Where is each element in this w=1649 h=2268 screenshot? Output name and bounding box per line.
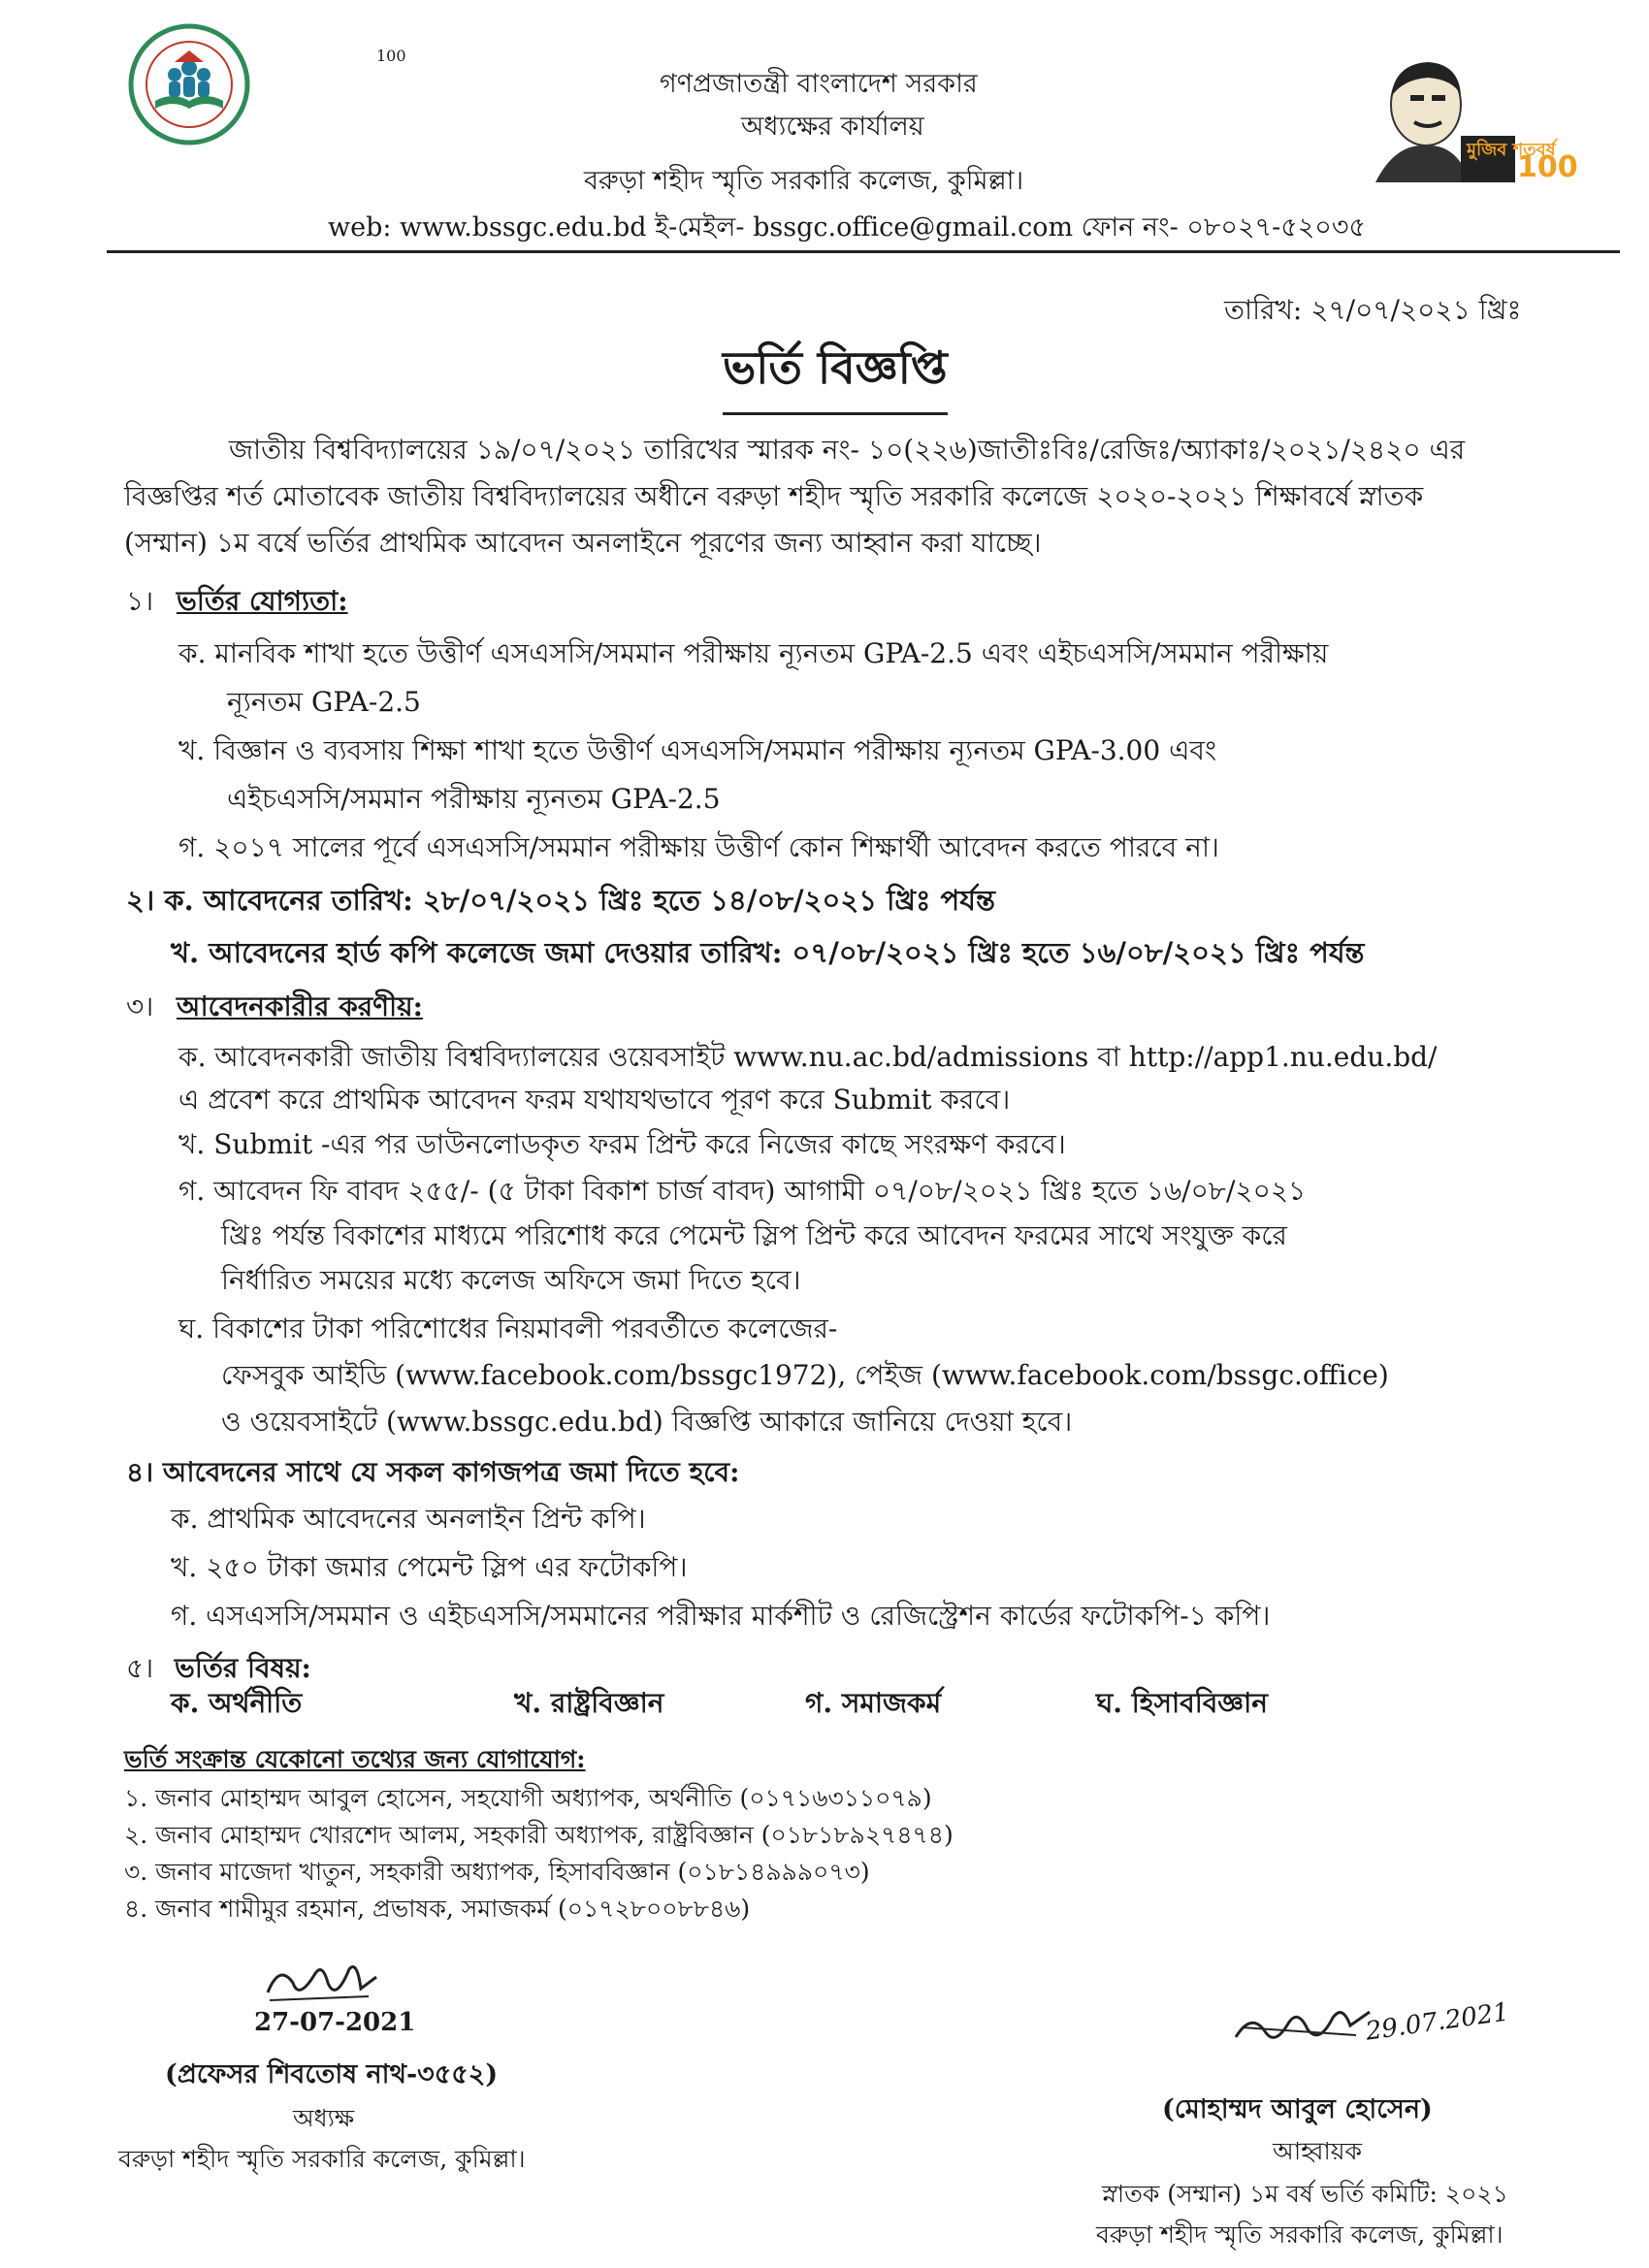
section3-item-ga-3: নির্ধারিত সময়ের মধ্যে কলেজ অফিসে জমা দিতে হবে।: [221, 1264, 801, 1296]
section3-item-gha-3: ও ওয়েবসাইটে (www.bssgc.edu.bd) বিজ্ঞপ্তি আকারে জানিয়ে দেওয়া হবে।: [221, 1406, 1073, 1438]
convener-designation: আহ্বায়ক: [1273, 2137, 1362, 2165]
section4-heading: ৪। আবেদনের সাথে যে সকল কাগজপত্র জমা দিতে হবে:: [126, 1456, 740, 1488]
section3-item-gha-2: ফেসবুক আইডি (www.facebook.com/bssgc1972), পেইজ (www.facebook.com/bssgc.office): [221, 1359, 1389, 1391]
contact-item: ৩. জনাব মাজেদা খাতুন, সহকারী অধ্যাপক, হিসাববিজ্ঞান (০১৮১৪৯৯৯০৭৩): [124, 1858, 870, 1886]
header-contact-line: web: www.bssgc.edu.bd ই-মেইল- bssgc.office@gmail.com ফোন নং- ০৮০২৭-৫২০৩৫: [328, 212, 1366, 243]
section1-number: ১।: [126, 585, 154, 617]
intro-line-2: বিজ্ঞপ্তির শর্ত মোতাবেক জাতীয় বিশ্ববিদ্যালয়ের অধীনে বরুড়া শহীদ স্মৃতি সরকারি কলেজে ২০২০-২০২১ শিক্ষাবর্ষে স্নাতক: [124, 480, 1424, 512]
principal-institution: বরুড়া শহীদ স্মৃতি সরকারি কলেজ, কুমিল্লা।: [118, 2145, 526, 2173]
principal-designation: অধ্যক্ষ: [293, 2104, 355, 2132]
header-divider: [107, 250, 1620, 253]
section1-item-kha-1: খ. বিজ্ঞান ও ব্যবসায় শিক্ষা শাখা হতে উত্তীর্ণ এসএসসি/সমমান পরীক্ষায় ন্যূনতম GPA-3.00 এবং: [178, 734, 1217, 766]
section5-heading: ভর্তির বিষয়:: [175, 1652, 311, 1684]
header-govt-line: গণপ্রজাতন্ত্রী বাংলাদেশ সরকার: [660, 69, 978, 99]
convener-committee: স্নাতক (সম্মান) ১ম বর্ষ ভর্তি কমিটি: ২০২১: [1102, 2180, 1508, 2208]
section2-application-date: ২। ক. আবেদনের তারিখ: ২৮/০৭/২০২১ খ্রিঃ হতে ১৪/০৮/২০২১ খ্রিঃ পর্যন্ত: [126, 884, 995, 917]
college-logo: [126, 21, 252, 147]
section3-item-kha: খ. Submit -এর পর ডাউনলোডকৃত ফরম প্রিন্ট করে নিজের কাছে সংরক্ষণ করবে।: [178, 1128, 1066, 1160]
section3-item-ga-2: খ্রিঃ পর্যন্ত বিকাশের মাধ্যমে পরিশোধ করে পেমেন্ট স্লিপ প্রিন্ট করে আবেদন ফরমের সাথে সংযুক্ত করে: [221, 1219, 1287, 1251]
contacts-heading: ভর্তি সংক্রান্ত যেকোনো তথ্যের জন্য যোগাযোগ:: [124, 1745, 586, 1773]
intro-line-3: (সম্মান) ১ম বর্ষে ভর্তির প্রাথমিক আবেদন অনলাইনে পূরণের জন্য আহ্বান করা যাচ্ছে।: [124, 527, 1042, 559]
portrait-logo-icon: [1346, 47, 1578, 192]
section4-item-ka: ক. প্রাথমিক আবেদনের অনলাইন প্রিন্ট কপি।: [171, 1503, 646, 1535]
section5-number: ৫।: [126, 1652, 154, 1684]
principal-sign-date: 27-07-2021: [254, 2008, 416, 2037]
convener-institution: বরুড়া শহীদ স্মৃতি সরকারি কলেজ, কুমিল্লা।: [1096, 2220, 1504, 2249]
section4-item-kha: খ. ২৫০ টাকা জমার পেমেন্ট স্লিপ এর ফটোকপি।: [171, 1551, 688, 1583]
section3-item-ka-2: এ প্রবেশ করে প্রাথমিক আবেদন ফরম যথাযথভাবে পূরণ করে Submit করবে।: [178, 1084, 1011, 1116]
section3-number: ৩।: [126, 990, 154, 1022]
section1-heading: ভর্তির যোগ্যতা:: [177, 585, 348, 617]
section3-item-gha-1: ঘ. বিকাশের টাকা পরিশোধের নিয়মাবলী পরবর্তীতে কলেজের-: [178, 1312, 838, 1345]
header-office-line: অধ্যক্ষের কার্যালয়: [741, 112, 924, 142]
convener-signature-icon: [1230, 1998, 1375, 2057]
subject-political-science: খ. রাষ্ট্রবিজ্ঞান: [514, 1687, 664, 1719]
svg-text:100: 100: [1517, 150, 1578, 184]
section1-item-ka-1: ক. মানবিক শাখা হতে উত্তীর্ণ এসএসসি/সমমান পরীক্ষায় ন্যূনতম GPA-2.5 এবং এইচএসসি/সমমান পরীক্ষায়: [178, 637, 1329, 669]
section3-item-ga-1: গ. আবেদন ফি বাবদ ২৫৫/- (৫ টাকা বিকাশ চার্জ বাবদ) আগামী ০৭/০৮/২০২১ খ্রিঃ হতে ১৬/০৮/২০২১: [178, 1175, 1307, 1207]
book-logo-icon: [126, 21, 252, 147]
section2-hardcopy-date: খ. আবেদনের হার্ড কপি কলেজে জমা দেওয়ার তারিখ: ০৭/০৮/২০২১ খ্রিঃ হতে ১৬/০৮/২০২১ খ্রিঃ পর্যন্ত: [171, 936, 1365, 969]
mujib-logo-number: 100: [376, 47, 406, 65]
section3-heading: আবেদনকারীর করণীয়:: [177, 990, 423, 1022]
notice-date: তারিখ: ২৭/০৭/২০২১ খ্রিঃ: [1224, 294, 1522, 326]
subject-accounting: ঘ. হিসাববিজ্ঞান: [1096, 1687, 1268, 1719]
header-college-line: বরুড়া শহীদ স্মৃতি সরকারি কলেজ, কুমিল্লা।: [584, 166, 1024, 196]
intro-line-1: জাতীয় বিশ্ববিদ্যালয়ের ১৯/০৭/২০২১ তারিখের স্মারক নং- ১০(২২৬)জাতীঃবিঃ/রেজিঃ/অ্যাকাঃ/২০২১/২৪২০ এর: [229, 434, 1466, 466]
section1-item-ka-2: ন্যূনতম GPA-2.5: [227, 686, 421, 718]
convener-sign-date: 29.07.2021: [1364, 1997, 1511, 2047]
principal-name: (প্রফেসর শিবতোষ নাথ-৩৫৫২): [165, 2059, 499, 2090]
contact-item: ৪. জনাব শামীমুর রহমান, প্রভাষক, সমাজকর্ম (০১৭২৮০০৮৮৪৬): [124, 1895, 751, 1923]
section1-item-ga: গ. ২০১৭ সালের পূর্বে এসএসসি/সমমান পরীক্ষায় উত্তীর্ণ কোন শিক্ষার্থী আবেদন করতে পারবে না।: [178, 831, 1219, 863]
notice-title: ভর্তি বিজ্ঞপ্তি: [723, 335, 948, 415]
section1-item-kha-2: এইচএসসি/সমমান পরীক্ষায় ন্যূনতম GPA-2.5: [227, 783, 721, 815]
principal-signature-icon: [260, 1954, 386, 2012]
contact-item: ১. জনাব মোহাম্মদ আবুল হোসেন, সহযোগী অধ্যাপক, অর্থনীতি (০১৭১৬৩১১০৭৯): [124, 1784, 932, 1812]
section3-item-ka-1: ক. আবেদনকারী জাতীয় বিশ্ববিদ্যালয়ের ওয়েবসাইট www.nu.ac.bd/admissions বা http://app1.nu.edu.bd/: [178, 1041, 1438, 1073]
contact-item: ২. জনাব মোহাম্মদ খোরশেদ আলম, সহকারী অধ্যাপক, রাষ্ট্রবিজ্ঞান (০১৮১৮৯২৭৪৭৪): [124, 1821, 954, 1849]
convener-name: (মোহাম্মদ আবুল হোসেন): [1162, 2094, 1433, 2124]
section4-item-ga: গ. এসএসসি/সমমান ও এইচএসসি/সমমানের পরীক্ষার মার্কশীট ও রেজিস্ট্রেশন কার্ডের ফটোকপি-১ কপি।: [171, 1600, 1271, 1632]
mujib-logo-text: মুজিব শতবর্ষ: [1467, 140, 1556, 160]
subject-economics: ক. অর্থনীতি: [171, 1687, 303, 1719]
subject-social-work: গ. সমাজকর্ম: [805, 1687, 942, 1719]
